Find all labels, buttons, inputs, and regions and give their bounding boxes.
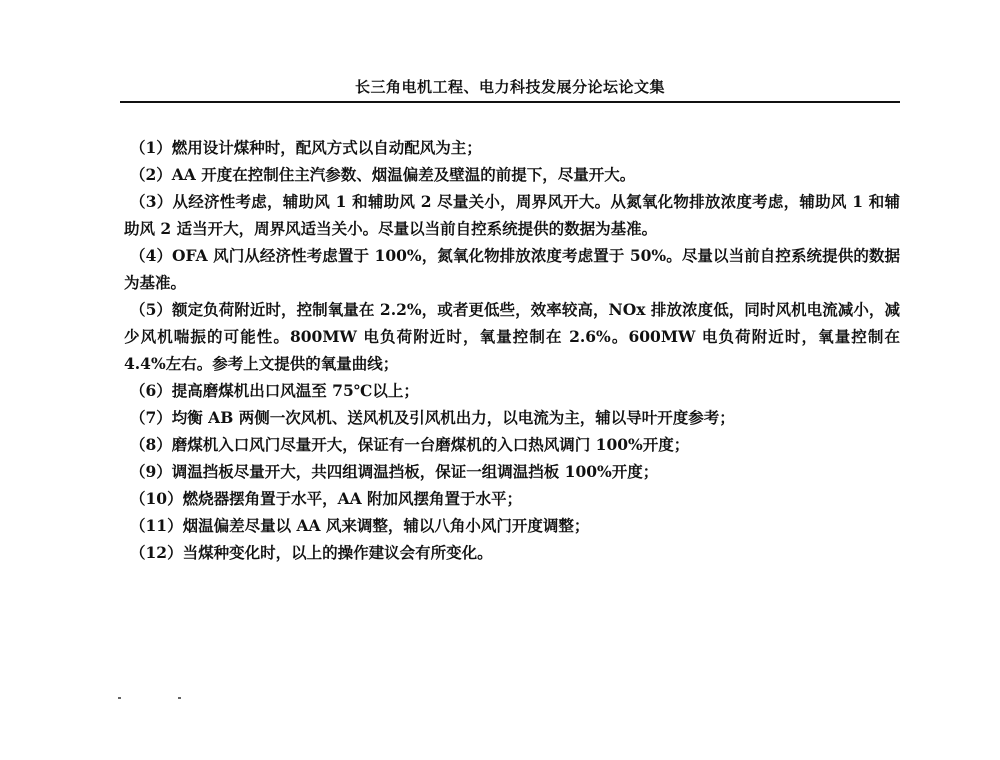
item-5: （5）额定负荷附近时，控制氧量在 2.2%，或者更低些，效率较高，NOx 排放浓度低，同时风机电流减小，减少风机喘振的可能性。800MW 电负荷附近时，氧量控制在 2.6%。600MW 电负荷附近时，氧量控制在 4.4%左右。参考上文提供的氧量曲线； — [124, 300, 900, 373]
item-10: （10）燃烧器摆角置于水平，AA 附加风摆角置于水平； — [130, 489, 523, 508]
item-11: （11）烟温偏差尽量以 AA 风来调整，辅以八角小风门开度调整； — [130, 516, 590, 535]
scan-speck — [118, 697, 121, 699]
item-3: （3）从经济性考虑，辅助风 1 和辅助风 2 尽量关小，周界风开大。从氮氧化物排放浓度考虑，辅助风 1 和辅助风 2 适当开大，周界风适当关小。尽量以当前自控系统提供的数据为基准。 — [124, 192, 900, 238]
item-12: （12）当煤种变化时，以上的操作建议会有所变化。 — [130, 543, 493, 562]
item-9: （9）调温挡板尽量开大，共四组调温挡板，保证一组调温挡板 100%开度； — [130, 462, 659, 481]
document-body — [124, 134, 900, 566]
item-2: （2）AA 开度在控制住主汽参数、烟温偏差及壁温的前提下，尽量开大。 — [130, 165, 636, 184]
header-rule — [120, 101, 900, 103]
scan-speck — [178, 697, 181, 699]
item-4: （4）OFA 风门从经济性考虑置于 100%，氮氧化物排放浓度考虑置于 50%。尽量以当前自控系统提供的数据为基准。 — [124, 246, 900, 292]
item-6: （6）提高磨煤机出口风温至 75℃以上； — [130, 381, 419, 400]
item-1: （1）燃用设计煤种时，配风方式以自动配风为主； — [130, 138, 482, 157]
item-8: （8）磨煤机入口风门尽量开大，保证有一台磨煤机的入口热风调门 100%开度； — [130, 435, 690, 454]
item-7: （7）均衡 AB 两侧一次风机、送风机及引风机出力，以电流为主，辅以导叶开度参考； — [130, 408, 735, 427]
running-header: 长三角电机工程、电力科技发展分论坛论文集 — [354, 78, 665, 96]
